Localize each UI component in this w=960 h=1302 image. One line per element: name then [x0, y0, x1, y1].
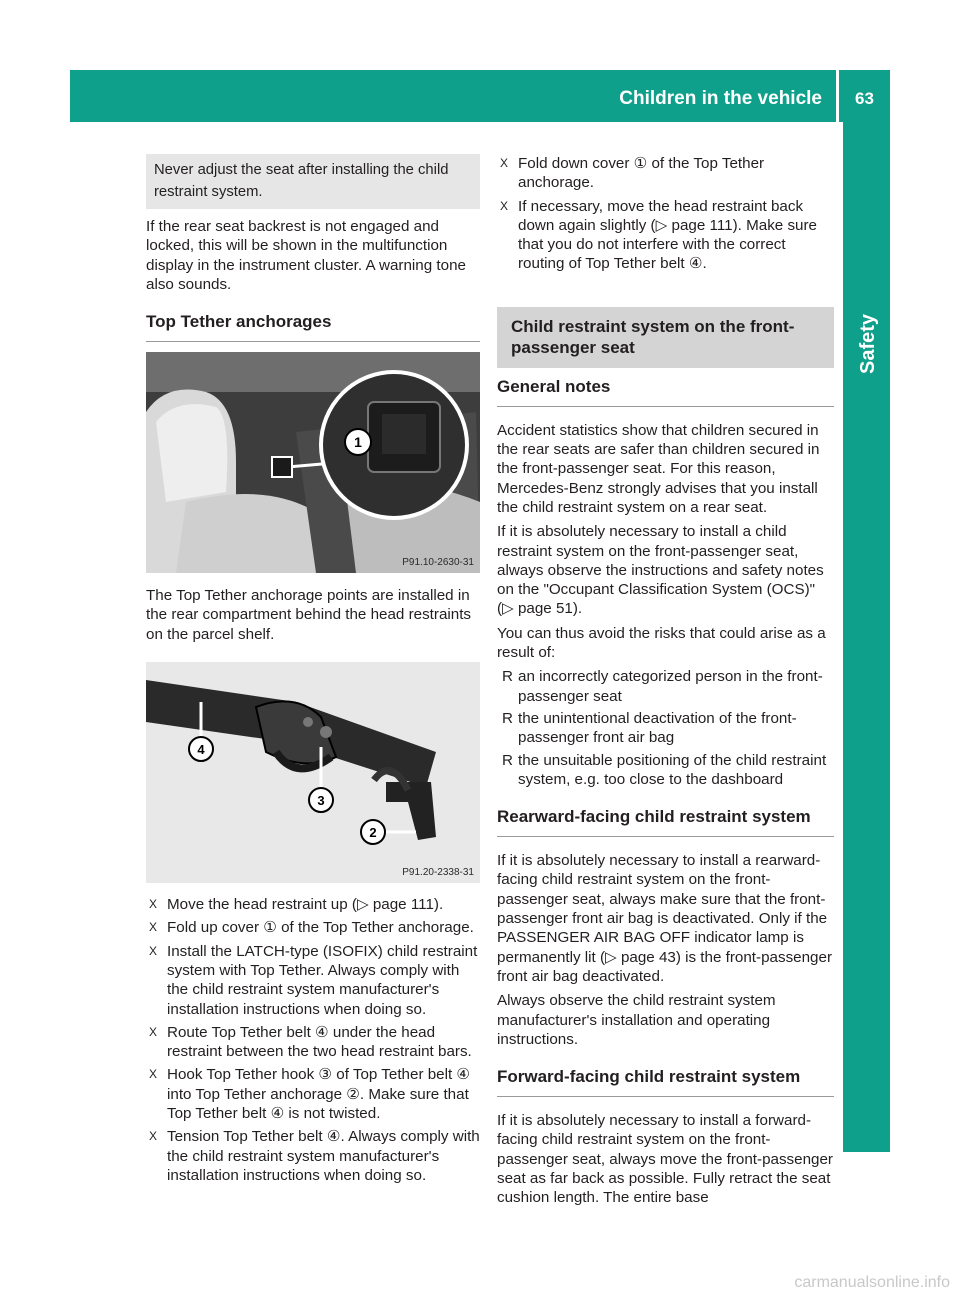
step-text: Fold up cover ① of the Top Tether anchorage.	[167, 919, 474, 937]
figure-tether-hook	[146, 662, 480, 883]
paragraph: If it is absolutely necessary to install a rearward-facing child restraint system on the front-passenger seat, always make sure that the front-passenger front air bag is deactivated. Only if the PASSENGER AIR BAG OFF indicator lamp is permanently lit (▷ page 43) is the front-passenger front air bag deactivated.	[497, 852, 833, 985]
section-heading-box	[497, 307, 834, 368]
callout-1: 1	[354, 434, 362, 451]
bullet-list	[497, 667, 834, 789]
step-text: If necessary, move the head restraint back down again slightly (▷ page 111). Make sure that you do not interfere with the correct routing of Top Tether belt ④.	[518, 197, 817, 273]
step-marker: X	[500, 156, 509, 170]
paragraph: You can thus avoid the risks that could arise as a result of:	[497, 624, 826, 662]
step-text: Move the head restraint up (▷ page 111).	[167, 896, 444, 914]
step-text: Tension Top Tether belt ④. Always comply with the child restraint system manufacturer's installation instructions when doing so.	[167, 1128, 480, 1184]
callout-2: 2	[369, 825, 377, 841]
left-column	[146, 154, 480, 1189]
heading-top-tether: Top Tether anchorages	[146, 311, 480, 342]
bullet-marker: R	[502, 709, 513, 727]
step-item	[146, 895, 480, 914]
step-item	[497, 154, 834, 193]
paragraph: Accident statistics show that children secured in the rear seats are safer than children secured in the front-passenger seat. For this reason, Mercedes-Benz strongly advises that you install the child restraint system on a rear seat.	[497, 421, 820, 516]
step-text: Install the LATCH-type (ISOFIX) child restraint system with Top Tether. Always comply with the child restraint system manufacturer's installation instructions when doing so.	[167, 942, 478, 1018]
step-text: Fold down cover ① of the Top Tether anchorage.	[518, 155, 765, 192]
paragraph: If the rear seat backrest is not engaged and locked, this will be shown in the multifunction display in the instrument cluster. A warning tone also sounds.	[146, 218, 466, 293]
side-tab-label: Safety	[857, 313, 879, 375]
step-item	[146, 1127, 480, 1185]
step-marker: X	[149, 897, 158, 912]
step-marker: X	[149, 920, 158, 935]
bullet-marker: R	[502, 751, 513, 769]
right-column	[497, 154, 834, 1208]
paragraph: The Top Tether anchorage points are installed in the rear compartment behind the head restraints on the parcel shelf.	[146, 587, 472, 643]
step-item	[146, 918, 480, 937]
note-box	[146, 154, 480, 209]
step-item	[146, 1023, 480, 1062]
figure-head-restraint	[146, 352, 480, 573]
step-marker: X	[149, 1024, 158, 1039]
figure-id: P91.10-2630-31	[402, 557, 474, 569]
figure-1-illustration	[146, 352, 480, 573]
heading-general-notes: General notes	[497, 376, 834, 407]
bullet-item	[497, 709, 834, 748]
watermark: carmanualsonline.info	[794, 1274, 950, 1291]
note-text: Never adjust the seat after installing the child restraint system.	[154, 162, 449, 200]
figure-id: P91.20-2338-31	[402, 867, 474, 879]
section-heading: Child restraint system on the front-passenger seat	[511, 316, 795, 357]
bullet-text: an incorrectly categorized person in the front-passenger seat	[518, 668, 823, 705]
section-title: Children in the vehicle	[619, 88, 822, 109]
step-list	[146, 895, 480, 1185]
step-item	[497, 197, 834, 274]
bullet-item	[497, 751, 834, 790]
bullet-text: the unsuitable positioning of the child restraint system, e.g. too close to the dashboard	[518, 751, 827, 788]
paragraph: If it is absolutely necessary to install a forward-facing child restraint system on the front-passenger seat, always move the front-passenger seat as far back as possible. Fully retract the seat cushion length. The entire base	[497, 1112, 833, 1207]
step-item	[146, 1065, 480, 1123]
step-marker: X	[149, 1067, 158, 1082]
callout-3: 3	[317, 793, 325, 809]
side-tab	[843, 122, 890, 1152]
step-marker: X	[149, 1129, 158, 1144]
page-number: 63	[855, 89, 874, 108]
bullet-item	[497, 667, 834, 706]
figure-2-illustration	[146, 662, 480, 883]
heading-forward-facing: Forward-facing child restraint system	[497, 1066, 834, 1097]
bullet-text: the unintentional deactivation of the front-passenger front air bag	[518, 709, 797, 747]
paragraph: If it is absolutely necessary to install a child restraint system on the front-passenger seat, always observe the instructions and safety notes on the "Occupant Classification System (OCS)" (▷ page 51).	[497, 523, 824, 618]
heading-rearward-facing: Rearward-facing child restraint system	[497, 806, 834, 837]
callout-4: 4	[197, 742, 205, 758]
bullet-marker: R	[502, 668, 513, 686]
step-item	[146, 942, 480, 1019]
step-text: Route Top Tether belt ④ under the head restraint between the two head restraint bars.	[167, 1023, 472, 1061]
step-marker: X	[149, 943, 158, 958]
paragraph: Always observe the child restraint system manufacturer's installation and operating instructions.	[497, 992, 776, 1048]
step-marker: X	[500, 198, 509, 213]
step-text: Hook Top Tether hook ③ of Top Tether belt ④ into Top Tether anchorage ②. Make sure that Top Tether belt ④ is not twisted.	[167, 1066, 471, 1123]
